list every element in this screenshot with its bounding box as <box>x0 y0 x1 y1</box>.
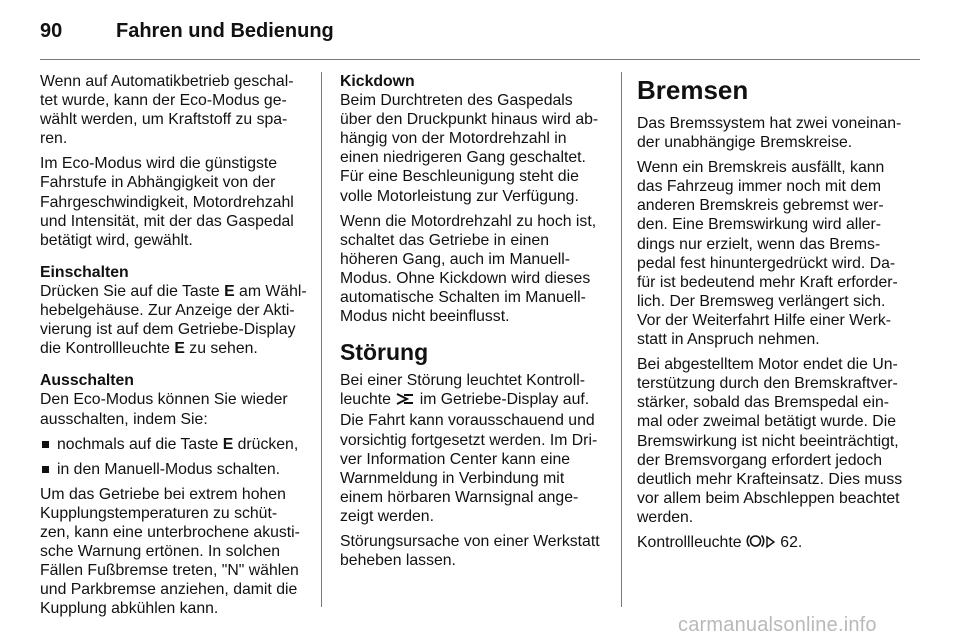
kickdown-text-2: Wenn die Motordrehzahl zu hoch ist, schaltet das Getriebe in einen höheren Gang, auch im Manuell- Modus. Ohne Kickdown wird dieses automatische Schalten im Manuell- Modus nicht beeinflusst. <box>340 212 597 326</box>
clutch-warning-text: Um das Getriebe bei extrem hohen Kupplungstemperaturen zu schüt- zen, kann eine unterbrochene akusti- sche Warnung ertönen. In solchen Fällen Fußbremse treten, "N" wählen und Parkbremse anziehen, damit die Kupplung abkühlen kann. <box>40 485 300 618</box>
stoerung-text-2: Störungsursache von einer Werkstatt beheben lassen. <box>340 532 600 570</box>
eco-mode-intro: Wenn auf Automatikbetrieb geschal- tet wurde, kann der Eco-Modus ge- wählt werden, um Kraftstoff zu spa- ren. <box>40 73 294 148</box>
chapter-title: Fahren und Bedienung <box>116 20 334 42</box>
column-2 <box>340 72 608 576</box>
einschalten-text: Drücken Sie auf die Taste E am Wähl- hebelgehäuse. Zur Anzeige der Akti- vierung ist auf dem Getriebe-Display die Kontrollleuchte E zu sehen. <box>40 282 307 358</box>
eco-mode-description: Im Eco-Modus wird die günstigste Fahrstufe in Abhängigkeit von der Fahrgeschwindigkeit, Motordrehzahl und Intensität, mit der das Gaspedal betätigt wird, gewählt. <box>40 155 294 249</box>
page-reference-arrow-icon <box>765 535 776 554</box>
list-item: in den Manuell-Modus schalten. <box>40 460 308 479</box>
key-e: E <box>224 282 235 300</box>
key-e-indicator: E <box>174 340 185 358</box>
column-3 <box>637 72 909 560</box>
brake-warning-icon <box>746 533 765 554</box>
transmission-fault-icon <box>395 392 415 411</box>
bremsen-text-2: Wenn ein Bremskreis ausfällt, kann das Fahrzeug immer noch mit dem anderen Bremskreis gebremst wer- den. Eine Bremswirkung wird aller- dings nur erzielt, wenn das Brems- pedal fest hinuntergedrückt wird. Da- für ist bedeutend mehr Kraft erforder- lich. Der Bremsweg verlängert sich. Vor der Weiterfahrt Hilfe einer Werk- statt in Anspruch nehmen. <box>637 159 898 349</box>
header-divider <box>40 59 920 60</box>
kickdown-heading: Kickdown <box>340 73 415 90</box>
bremsen-text-3: Bei abgestelltem Motor endet die Un- terstützung durch den Bremskraftver- stärker, sobald das Bremspedal ein- mal oder zweimal betätigt wurde. Die Bremswirkung ist nicht beeinträchtigt, der Bremsvorgang erfordert jedoch deutlich mehr Krafteinsatz. Dies muss vor allem beim Abschleppen beachtet werden. <box>637 356 903 526</box>
ausschalten-list <box>40 435 308 479</box>
ausschalten-intro: Den Eco-Modus können Sie wieder ausschalten, indem Sie: <box>40 391 288 428</box>
bullet-square-icon <box>42 466 49 473</box>
kontrollleuchte-reference: Kontrollleuchte 62. <box>637 533 909 554</box>
column-divider-2 <box>621 72 622 607</box>
stoerung-heading: Störung <box>340 339 429 366</box>
page-header <box>40 18 920 48</box>
watermark-text: carmanualsonline.info <box>678 614 877 636</box>
bullet-square-icon <box>42 441 49 448</box>
page-number: 90 <box>40 20 63 42</box>
einschalten-heading: Einschalten <box>40 263 129 281</box>
list-item: nochmals auf die Taste E drücken, <box>40 435 308 454</box>
column-1 <box>40 72 308 624</box>
stoerung-text-1: Bei einer Störung leuchtet Kontroll- leuchte im Getriebe-Display auf. Die Fahrt kann vorausschauend und vorsichtig fortgesetzt werden. Im Dri- ver Information Center kann eine Warnmeldung in Verbindung mit einem hörbaren Warnsignal ange- zeigt werden. <box>340 372 598 525</box>
key-e-bullet: E <box>222 435 234 453</box>
column-divider-1 <box>321 72 322 607</box>
kickdown-text-1: Beim Durchtreten des Gaspedals über den Druckpunkt hinaus wird ab- hängig von der Motordrehzahl in einen niedrigeren Gang geschaltet. Für eine Beschleunigung steht die volle Motorleistung zur Verfügung. <box>340 92 599 205</box>
bremsen-heading: Bremsen <box>637 75 749 105</box>
bremsen-text-1: Das Bremssystem hat zwei voneinan- der unabhängige Bremskreise. <box>637 115 902 152</box>
ausschalten-heading: Ausschalten <box>40 372 134 390</box>
